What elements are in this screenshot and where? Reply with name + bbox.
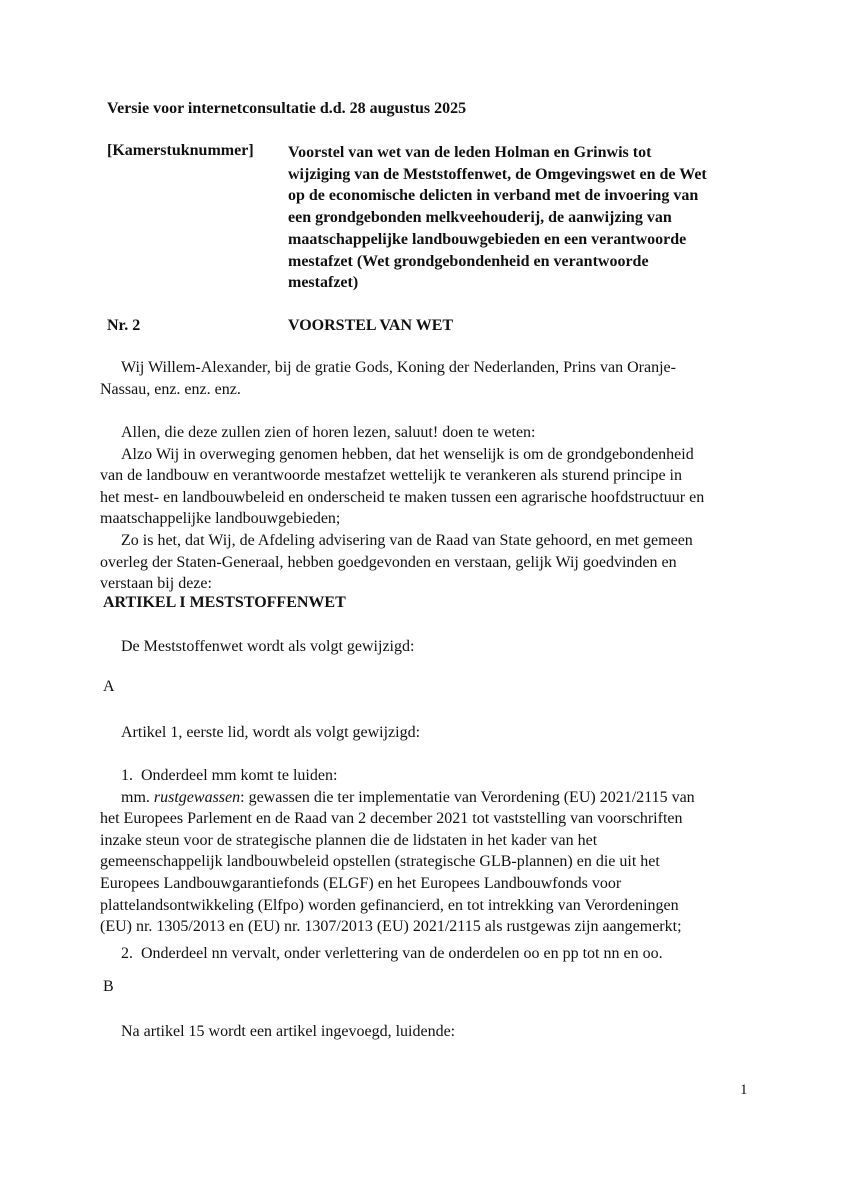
- preamble-allen: [100, 422, 790, 595]
- title-line: een grondgebonden melkveehouderij, de aanwijzing van: [288, 209, 672, 227]
- kamerstuk-label: [Kamerstuknummer]: [107, 142, 254, 159]
- text-line: 2. Onderdeel nn vervalt, onder verlettering van de onderdelen oo en pp tot nn en oo.: [121, 945, 663, 962]
- text-line: Na artikel 15 wordt een artikel ingevoegd, luidende:: [121, 1023, 456, 1040]
- title-line: wijziging van de Meststoffenwet, de Omgevingswet en de Wet: [288, 165, 707, 183]
- definition-text: : gewassen die ter implementatie van Verordening (EU) 2021/2115 van: [240, 788, 695, 806]
- text-line: gemeenschappelijk landbouwbeleid opstellen (strategische GLB-plannen) en die uit het: [100, 853, 660, 871]
- title-line: mestafzet (Wet grondgebondenheid en verantwoorde: [288, 252, 649, 270]
- text-line: (EU) nr. 1305/2013 en (EU) nr. 1307/2013 (EU) 2021/2115 als rustgewas zijn aangemerkt;: [100, 918, 682, 936]
- bill-title: [288, 142, 768, 294]
- document-number: Nr. 2: [107, 317, 141, 334]
- text-line: maatschappelijke landbouwgebieden;: [100, 510, 341, 528]
- text-line: Alzo Wij in overweging genomen hebben, dat het wenselijk is om de grondgebondenheid: [121, 445, 694, 463]
- text-line: Europees Landbouwgarantiefonds (ELGF) en het Europees Landbouwfonds voor: [100, 874, 622, 892]
- page-number: 1: [740, 1082, 748, 1098]
- text-line: inzake steun voor de strategische plannen die de lidstaten in het kader van het: [100, 831, 598, 849]
- section-letter-b: B: [103, 978, 114, 995]
- title-line: mestafzet): [288, 274, 359, 292]
- title-line: maatschappelijke landbouwgebieden en een verantwoorde: [288, 230, 687, 248]
- section-a-intro: [100, 722, 790, 744]
- section-a-item1: [100, 765, 790, 938]
- text-line: 1. Onderdeel mm komt te luiden:: [121, 767, 338, 784]
- text-line: het mest- en landbouwbeleid en onderscheid te maken tussen een agrarische hoofdstructuur en: [100, 488, 705, 506]
- definition-line: [100, 787, 790, 809]
- definition-term: rustgewassen: [153, 788, 241, 806]
- section-letter-a: A: [103, 678, 115, 695]
- document-heading: VOORSTEL VAN WET: [288, 317, 454, 334]
- title-line: op de economische delicten in verband met de invoering van: [288, 187, 699, 205]
- version-line: Versie voor internetconsultatie d.d. 28 augustus 2025: [107, 100, 467, 117]
- text-line: verstaan bij deze:: [100, 575, 212, 593]
- article-heading: ARTIKEL I MESTSTOFFENWET: [103, 594, 346, 611]
- text-line: Artikel 1, eerste lid, wordt als volgt gewijzigd:: [121, 724, 421, 741]
- text-line: Wij Willem-Alexander, bij de gratie Gods, Koning der Nederlanden, Prins van Oranje-: [121, 359, 676, 376]
- text-line: van de landbouw en verantwoorde mestafzet wettelijk te verankeren als sturend principe in: [100, 467, 682, 485]
- text-line: De Meststoffenwet wordt als volgt gewijzigd:: [121, 638, 415, 655]
- text-line: het Europees Parlement en de Raad van 2 december 2021 tot vaststelling van voorschriften: [100, 810, 683, 828]
- section-b-intro: [100, 1021, 790, 1043]
- text-line: overleg der Staten-Generaal, hebben goedgevonden en verstaan, gelijk Wij goedvinden en: [100, 553, 677, 571]
- text-line: Zo is het, dat Wij, de Afdeling advisering van de Raad van State gehoord, en met gemeen: [121, 531, 693, 549]
- title-line: Voorstel van wet van de leden Holman en Grinwis tot: [288, 144, 652, 161]
- definition-prefix: mm.: [121, 788, 154, 806]
- text-line: Allen, die deze zullen zien of horen lezen, saluut! doen te weten:: [121, 424, 536, 441]
- section-a-item2: [100, 943, 790, 965]
- text-line: Nassau, enz. enz. enz.: [100, 380, 241, 398]
- text-line: plattelandsontwikkeling (Elfpo) worden gefinancierd, en tot intrekking van Verordeningen: [100, 896, 679, 914]
- article-intro: [100, 636, 790, 658]
- preamble-king: [100, 357, 790, 400]
